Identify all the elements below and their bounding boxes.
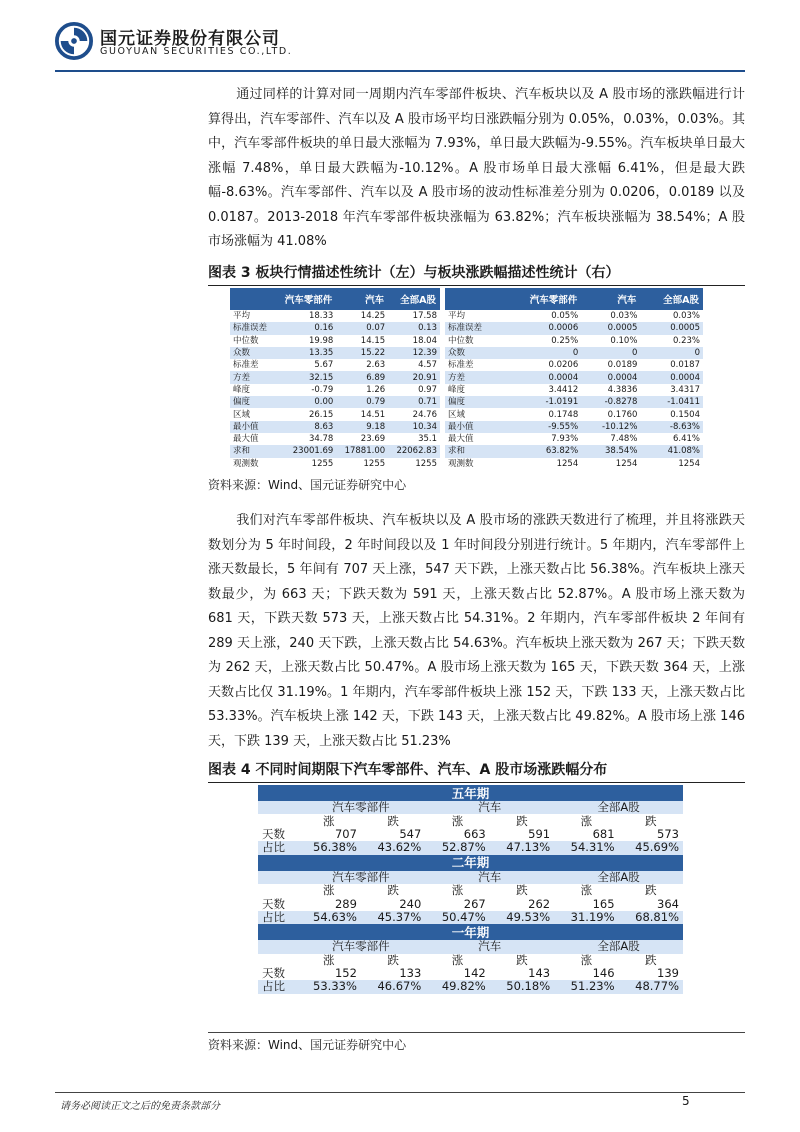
table-cell: 0.1748	[502, 408, 581, 420]
pct-cell: 54.63%	[297, 911, 361, 924]
table-row	[445, 445, 703, 457]
table-cell: 0.10%	[581, 335, 640, 347]
pct-cell: 47.13%	[490, 841, 554, 854]
row-label: 峰度	[230, 384, 275, 396]
period-header-row	[258, 924, 683, 940]
pct-cell: 49.82%	[425, 980, 489, 993]
pct-cell: 54.31%	[554, 841, 618, 854]
days-row	[258, 897, 683, 910]
table-cell: 24.76	[388, 408, 440, 420]
table-cell: 18.33	[275, 310, 337, 322]
table-cell: 0.00	[275, 396, 337, 408]
period-header-row	[258, 855, 683, 871]
group-header: 汽车	[425, 940, 554, 953]
table-row	[230, 433, 440, 445]
table-cell: 0.0004	[502, 371, 581, 383]
period-label: 一年期	[258, 924, 683, 940]
blank-cell	[258, 940, 297, 953]
row-label: 众数	[230, 347, 275, 359]
table-cell: 0.0004	[640, 371, 703, 383]
table-cell: 34.78	[275, 433, 337, 445]
table-cell: -0.8278	[581, 396, 640, 408]
pct-cell: 31.19%	[554, 911, 618, 924]
table-header-row	[445, 288, 703, 310]
table-cell: -10.12%	[581, 421, 640, 433]
group-header: 汽车零部件	[297, 871, 426, 884]
footer-rule	[55, 1092, 745, 1093]
sub-header-row	[258, 884, 683, 897]
table-cell: 3.4412	[502, 384, 581, 396]
figure-4-title: 图表 4 不同时间期限下汽车零部件、汽车、A 股市场涨跌幅分布	[208, 759, 745, 783]
column-header: 汽车零部件	[275, 288, 337, 310]
company-name-cn: 国元证券股份有限公司	[100, 29, 280, 49]
table-cell: 9.18	[336, 421, 388, 433]
table-cell: 32.15	[275, 371, 337, 383]
table-cell: 0.0187	[640, 359, 703, 371]
table-row	[230, 335, 440, 347]
figure-4-bottom-rule	[208, 1032, 745, 1033]
table-cell: 14.15	[336, 335, 388, 347]
table-cell: 22062.83	[388, 445, 440, 457]
group-header: 汽车零部件	[297, 940, 426, 953]
table-row	[445, 371, 703, 383]
row-label: 平均	[230, 310, 275, 322]
days-row	[258, 828, 683, 841]
group-header-row	[258, 801, 683, 814]
table-cell: 0.71	[388, 396, 440, 408]
pct-row	[258, 980, 683, 993]
down-label: 跌	[490, 884, 554, 897]
blank-cell	[258, 871, 297, 884]
paragraph-1-text: 通过同样的计算对同一周期内汽车零部件板块、汽车板块以及 A 股市场的涨跌幅进行计算得出，汽车零部件、汽车以及 A 股市场平均日涨跌幅分别为 0.05%，0.03%，0.03%。其中，汽车零部件板块的单日最大涨幅为 7.93%，单日最大跌幅为-9.55%。汽车板块单日最大涨幅 7.48%，单日最大跌幅为-10.12%。A 股市场单日最大涨幅 6.41%，但是最大跌幅-8.63%。汽车零部件、汽车以及 A 股市场的波动性标准差分别为 0.0206，0.0189 以及 0.0187。2013-2018 年汽车零部件板块涨幅为 63.82%；汽车板块涨幅为 38.54%；A 股市场涨幅为 41.08%	[208, 87, 745, 249]
table-cell: 1254	[581, 458, 640, 470]
row-label: 区域	[445, 408, 502, 420]
row-label: 标准差	[230, 359, 275, 371]
up-label: 涨	[554, 814, 618, 827]
table-row	[445, 384, 703, 396]
group-header: 汽车	[425, 801, 554, 814]
table-cell: 0.0206	[502, 359, 581, 371]
blank-cell	[258, 954, 297, 967]
row-label: 观测数	[230, 458, 275, 470]
table-row	[445, 408, 703, 420]
table-cell: 2.63	[336, 359, 388, 371]
down-label: 跌	[361, 814, 425, 827]
row-label: 求和	[445, 445, 502, 457]
column-header: 汽车	[336, 288, 388, 310]
table-row	[230, 347, 440, 359]
days-cell: 707	[297, 828, 361, 841]
row-label: 偏度	[445, 396, 502, 408]
table-cell: 1254	[640, 458, 703, 470]
paragraph-1	[208, 83, 745, 255]
table-cell: 63.82%	[502, 445, 581, 457]
row-label: 众数	[445, 347, 502, 359]
group-header-row	[258, 940, 683, 953]
table-cell: 20.91	[388, 371, 440, 383]
row-label: 最小值	[445, 421, 502, 433]
company-name-en: GUOYUAN SECURITIES CO.,LTD.	[100, 46, 293, 57]
descriptive-stats-table-left	[230, 288, 440, 470]
table-cell: 5.67	[275, 359, 337, 371]
pct-cell: 50.18%	[490, 980, 554, 993]
table-cell: 0.1760	[581, 408, 640, 420]
table-cell: 1254	[502, 458, 581, 470]
table-row	[445, 347, 703, 359]
table-cell: -1.0191	[502, 396, 581, 408]
pct-cell: 52.87%	[425, 841, 489, 854]
table-cell: 0	[640, 347, 703, 359]
table-row	[445, 396, 703, 408]
pct-row	[258, 841, 683, 854]
column-header: 全部A股	[388, 288, 440, 310]
table-cell: 6.41%	[640, 433, 703, 445]
pct-cell: 43.62%	[361, 841, 425, 854]
table-cell: 0.13	[388, 322, 440, 334]
figure-4-source: 资料来源：Wind、国元证券研究中心	[208, 1038, 407, 1052]
column-header: 汽车零部件	[502, 288, 581, 310]
table-row	[230, 445, 440, 457]
row-label: 峰度	[445, 384, 502, 396]
table-cell: 15.22	[336, 347, 388, 359]
up-label: 涨	[554, 954, 618, 967]
table-row	[445, 322, 703, 334]
table-row	[230, 310, 440, 322]
row-label: 占比	[258, 980, 297, 993]
page-header	[55, 20, 745, 72]
up-label: 涨	[554, 884, 618, 897]
table-cell: 1255	[336, 458, 388, 470]
group-header: 全部A股	[554, 940, 683, 953]
blank-cell	[258, 884, 297, 897]
row-label: 占比	[258, 841, 297, 854]
row-label: 方差	[230, 371, 275, 383]
table-row	[230, 421, 440, 433]
days-cell: 681	[554, 828, 618, 841]
down-label: 跌	[619, 814, 683, 827]
row-label: 天数	[258, 967, 297, 980]
table-cell: 0.16	[275, 322, 337, 334]
down-label: 跌	[619, 954, 683, 967]
days-cell: 142	[425, 967, 489, 980]
period-header-row	[258, 785, 683, 801]
days-cell: 267	[425, 897, 489, 910]
table-cell: 0.07	[336, 322, 388, 334]
table-cell: 0.0006	[502, 322, 581, 334]
days-cell: 152	[297, 967, 361, 980]
blank-cell	[258, 814, 297, 827]
days-cell: 262	[490, 897, 554, 910]
up-label: 涨	[425, 814, 489, 827]
table-cell: 1255	[388, 458, 440, 470]
down-label: 跌	[361, 954, 425, 967]
table-cell: 17.58	[388, 310, 440, 322]
days-cell: 663	[425, 828, 489, 841]
table-cell: 0.0005	[581, 322, 640, 334]
table-row	[230, 359, 440, 371]
row-label: 中位数	[230, 335, 275, 347]
group-header: 全部A股	[554, 871, 683, 884]
table-cell: 6.89	[336, 371, 388, 383]
table-cell: 0.03%	[640, 310, 703, 322]
sub-header-row	[258, 954, 683, 967]
return-stats-table-right	[445, 288, 703, 470]
period-label: 二年期	[258, 855, 683, 871]
days-cell: 133	[361, 967, 425, 980]
table-row	[445, 359, 703, 371]
table-row	[230, 322, 440, 334]
table-row	[230, 371, 440, 383]
table-cell: 35.1	[388, 433, 440, 445]
table-cell: 8.63	[275, 421, 337, 433]
pct-cell: 51.23%	[554, 980, 618, 993]
table-row	[445, 433, 703, 445]
days-cell: 591	[490, 828, 554, 841]
page-number: 5	[682, 1094, 690, 1108]
group-header: 汽车	[425, 871, 554, 884]
row-label: 观测数	[445, 458, 502, 470]
table-cell: 18.04	[388, 335, 440, 347]
table-cell: 12.39	[388, 347, 440, 359]
table-cell: 41.08%	[640, 445, 703, 457]
table-cell: 10.34	[388, 421, 440, 433]
table-row	[230, 384, 440, 396]
row-label: 平均	[445, 310, 502, 322]
days-cell: 165	[554, 897, 618, 910]
pct-cell: 49.53%	[490, 911, 554, 924]
table-cell: 13.35	[275, 347, 337, 359]
days-cell: 146	[554, 967, 618, 980]
pct-cell: 53.33%	[297, 980, 361, 993]
row-label: 占比	[258, 911, 297, 924]
up-label: 涨	[425, 884, 489, 897]
table-cell: 0.0004	[581, 371, 640, 383]
table-cell: 7.93%	[502, 433, 581, 445]
table-cell: 0.97	[388, 384, 440, 396]
table-row	[230, 408, 440, 420]
up-label: 涨	[297, 954, 361, 967]
down-label: 跌	[361, 884, 425, 897]
row-label: 中位数	[445, 335, 502, 347]
row-label: 方差	[445, 371, 502, 383]
paragraph-2	[208, 509, 745, 754]
table-cell: 0.0189	[581, 359, 640, 371]
row-label: 区域	[230, 408, 275, 420]
sub-header-row	[258, 814, 683, 827]
column-header: 全部A股	[640, 288, 703, 310]
table-cell: 0.1504	[640, 408, 703, 420]
days-cell: 547	[361, 828, 425, 841]
days-cell: 289	[297, 897, 361, 910]
row-label: 求和	[230, 445, 275, 457]
table-cell: 0	[502, 347, 581, 359]
table-cell: -0.79	[275, 384, 337, 396]
table-header-row	[230, 288, 440, 310]
up-label: 涨	[297, 884, 361, 897]
row-label: 天数	[258, 897, 297, 910]
pct-cell: 45.69%	[619, 841, 683, 854]
table-cell: 19.98	[275, 335, 337, 347]
up-label: 涨	[425, 954, 489, 967]
table-cell: 1255	[275, 458, 337, 470]
column-header	[230, 288, 275, 310]
table-cell: -9.55%	[502, 421, 581, 433]
table-cell: 3.4317	[640, 384, 703, 396]
row-label: 偏度	[230, 396, 275, 408]
figure-3-source: 资料来源：Wind、国元证券研究中心	[208, 478, 407, 492]
table-cell: 0.05%	[502, 310, 581, 322]
table-cell: 0.0005	[640, 322, 703, 334]
group-header: 汽车零部件	[297, 801, 426, 814]
pct-cell: 46.67%	[361, 980, 425, 993]
group-header-row	[258, 871, 683, 884]
table-cell: 4.57	[388, 359, 440, 371]
period-label: 五年期	[258, 785, 683, 801]
row-label: 标准误差	[445, 322, 502, 334]
pct-cell: 56.38%	[297, 841, 361, 854]
days-cell: 240	[361, 897, 425, 910]
row-label: 最小值	[230, 421, 275, 433]
figure-3-title: 图表 3 板块行情描述性统计（左）与板块涨跌幅描述性统计（右）	[208, 262, 745, 286]
table-cell: 0	[581, 347, 640, 359]
row-label: 标准误差	[230, 322, 275, 334]
blank-cell	[258, 801, 297, 814]
paragraph-2-text: 我们对汽车零部件板块、汽车板块以及 A 股市场的涨跌天数进行了梳理，并且将涨跌天数划分为 5 年时间段，2 年时间段以及 1 年时间段分别进行统计。5 年期内，汽车零部件上涨天数最长，5 年间有 707 天上涨，547 天下跌，上涨天数占比 56.38%。汽车板块上涨天数最少，为 663 天；下跌天数为 591 天，上涨天数占比 52.87%。A 股市场上涨天数为 681 天，下跌天数 573 天，上涨天数占比 54.31%。2 年期内，汽车零部件板块 2 年间有 289 天上涨，240 天下跌，上涨天数占比 54.63%。汽车板块上涨天数为 267 天；下跌天数为 262 天，上涨天数占比 50.47%。A 股市场上涨天数为 165 天，下跌天数 364 天，上涨天数占比仅 31.19%。1 年期内，汽车零部件板块上涨 152 天，下跌 133 天，上涨天数占比 53.33%。汽车板块上涨 142 天，下跌 143 天，上涨天数占比 49.82%。A 股市场上涨 146 天，下跌 139 天，上涨天数占比 51.23%	[208, 513, 745, 749]
table-cell: 17881.00	[336, 445, 388, 457]
table-cell: -8.63%	[640, 421, 703, 433]
table-cell: 0.25%	[502, 335, 581, 347]
table-cell: 23001.69	[275, 445, 337, 457]
table-cell: 14.25	[336, 310, 388, 322]
row-label: 天数	[258, 828, 297, 841]
row-label: 最大值	[230, 433, 275, 445]
table-cell: 14.51	[336, 408, 388, 420]
table-row	[230, 396, 440, 408]
days-cell: 364	[619, 897, 683, 910]
table-cell: 0.23%	[640, 335, 703, 347]
pct-cell: 45.37%	[361, 911, 425, 924]
table-cell: 7.48%	[581, 433, 640, 445]
group-header: 全部A股	[554, 801, 683, 814]
row-label: 最大值	[445, 433, 502, 445]
pct-cell: 68.81%	[619, 911, 683, 924]
pct-cell: 50.47%	[425, 911, 489, 924]
table-cell: 23.69	[336, 433, 388, 445]
table-row	[445, 335, 703, 347]
table-row	[445, 458, 703, 470]
row-label: 标准差	[445, 359, 502, 371]
down-label: 跌	[619, 884, 683, 897]
table-cell: 38.54%	[581, 445, 640, 457]
table-cell: 1.26	[336, 384, 388, 396]
days-cell: 573	[619, 828, 683, 841]
pct-cell: 48.77%	[619, 980, 683, 993]
table-cell: 26.15	[275, 408, 337, 420]
days-cell: 143	[490, 967, 554, 980]
footer-disclaimer: 请务必阅读正文之后的免责条款部分	[60, 1101, 220, 1112]
table-row	[230, 458, 440, 470]
days-row	[258, 967, 683, 980]
column-header: 汽车	[581, 288, 640, 310]
table-row	[445, 421, 703, 433]
days-cell: 139	[619, 967, 683, 980]
table-cell: 4.3836	[581, 384, 640, 396]
pct-row	[258, 911, 683, 924]
table-cell: -1.0411	[640, 396, 703, 408]
table-cell: 0.79	[336, 396, 388, 408]
down-label: 跌	[490, 814, 554, 827]
column-header	[445, 288, 502, 310]
up-down-days-table	[258, 785, 683, 994]
table-row	[445, 310, 703, 322]
down-label: 跌	[490, 954, 554, 967]
guoyuan-logo-icon	[55, 22, 93, 60]
table-cell: 0.03%	[581, 310, 640, 322]
up-label: 涨	[297, 814, 361, 827]
